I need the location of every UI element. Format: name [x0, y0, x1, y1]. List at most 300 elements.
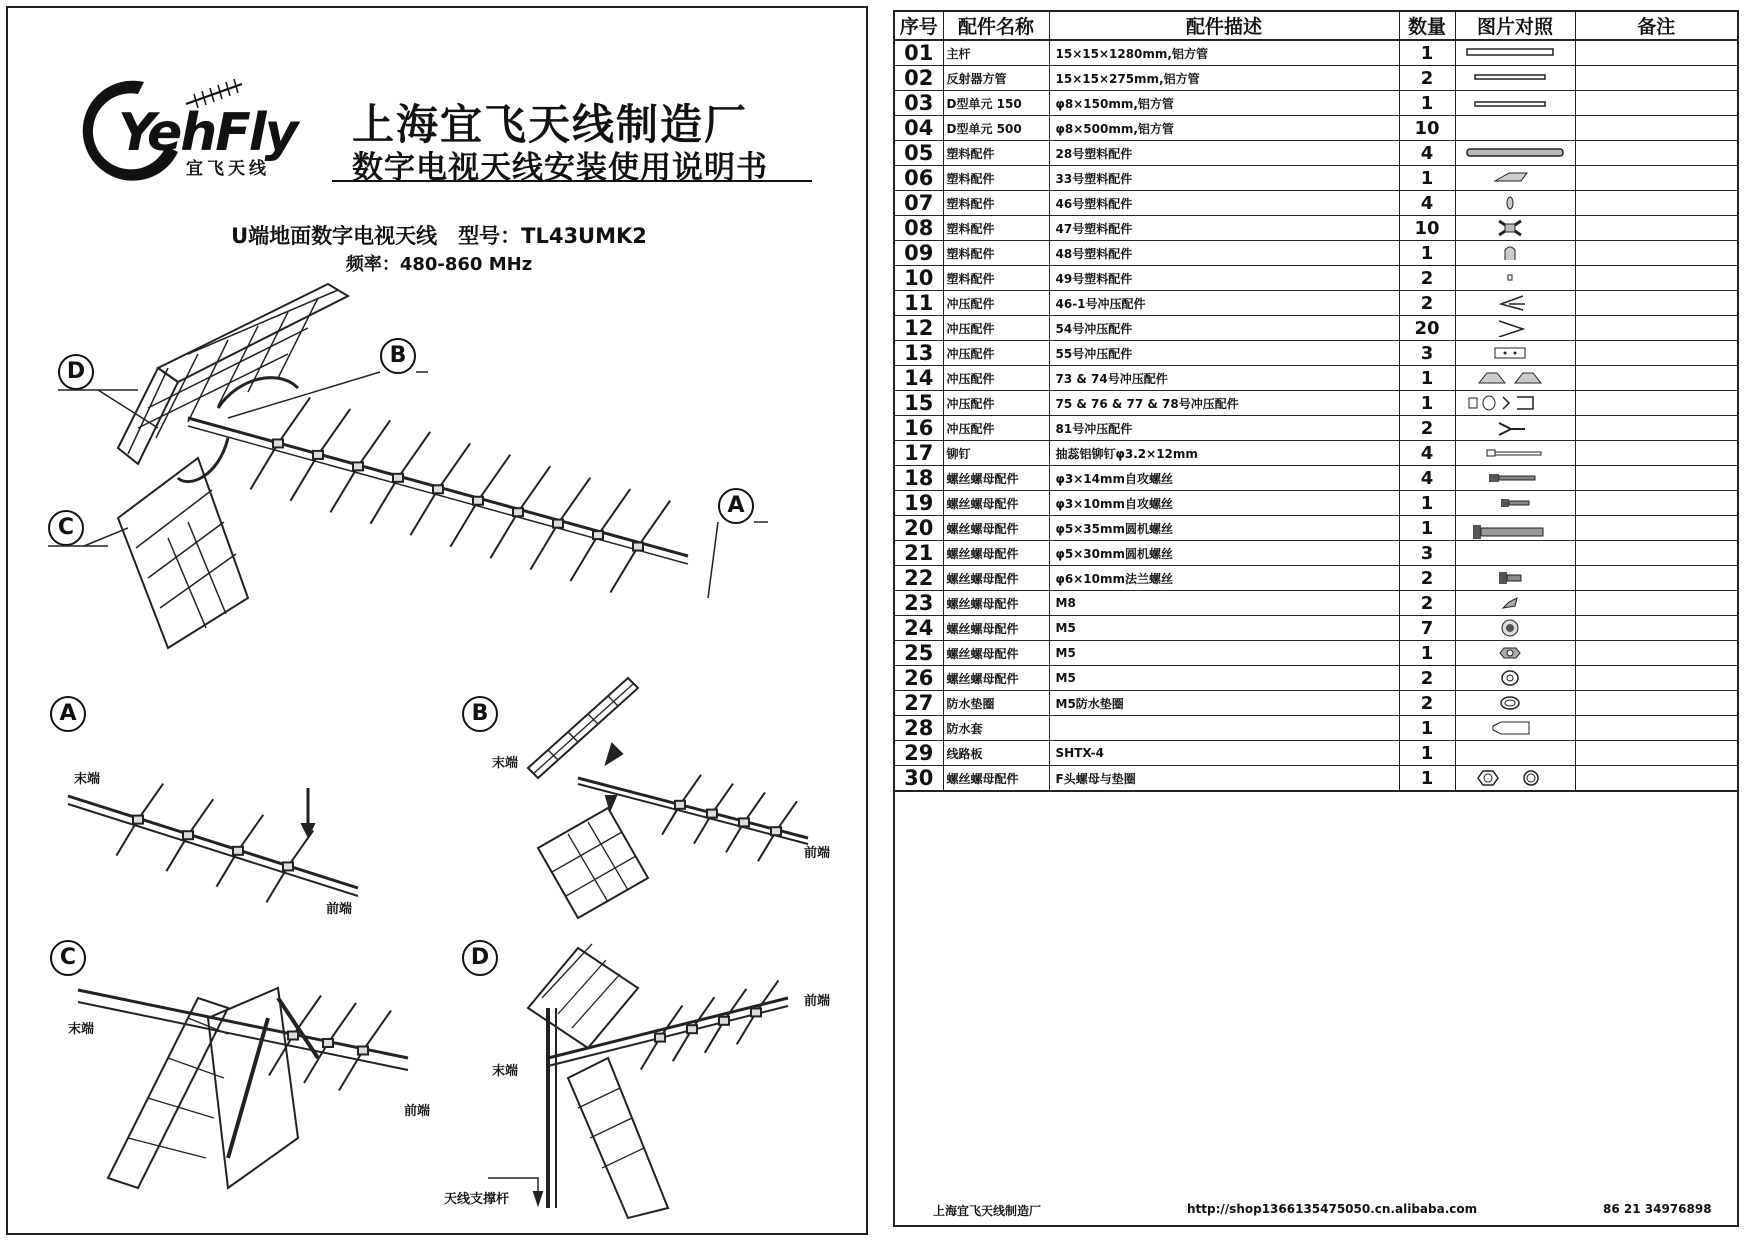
parts-row [895, 641, 1737, 666]
part-remarks [1575, 666, 1737, 691]
detail-c-rear-label: 末端 [68, 1022, 95, 1037]
detail-d-callout: D [462, 940, 498, 976]
plate-icon [1465, 344, 1565, 362]
part-picture [1455, 716, 1575, 741]
part-number: 20 [895, 516, 943, 541]
part-remarks [1575, 166, 1737, 191]
part-picture [1455, 366, 1575, 391]
parts-row [895, 91, 1737, 116]
part-picture [1455, 316, 1575, 341]
detail-d-drawing [508, 948, 831, 1218]
part-quantity: 1 [1399, 716, 1455, 741]
part-quantity: 1 [1399, 40, 1455, 66]
part-number: 30 [895, 766, 943, 792]
part-name: 螺丝螺母配件 [943, 591, 1049, 616]
part-quantity: 2 [1399, 591, 1455, 616]
part-quantity: 1 [1399, 366, 1455, 391]
part-remarks [1575, 91, 1737, 116]
part-remarks [1575, 266, 1737, 291]
part-picture [1455, 766, 1575, 792]
part-name: 塑料配件 [943, 166, 1049, 191]
part-number: 26 [895, 666, 943, 691]
part-remarks [1575, 241, 1737, 266]
footer-url: http://shop1366135475050.cn.alibaba.com [1187, 1202, 1478, 1216]
part-number: 01 [895, 40, 943, 66]
part-name: 铆钉 [943, 441, 1049, 466]
director-clip [283, 862, 293, 870]
part-name: 冲压配件 [943, 366, 1049, 391]
f-nut-washer-icon [1465, 769, 1565, 787]
part-description: M5防水垫圈 [1049, 691, 1399, 716]
clamp-set-icon [1465, 394, 1565, 412]
col-header-desc: 配件描述 [1049, 12, 1399, 40]
part-name: 螺丝螺母配件 [943, 541, 1049, 566]
director-clip [183, 831, 193, 839]
part-quantity: 3 [1399, 541, 1455, 566]
part-remarks [1575, 516, 1737, 541]
col-header-name: 配件名称 [943, 12, 1049, 40]
part-description: 54号冲压配件 [1049, 316, 1399, 341]
part-number: 28 [895, 716, 943, 741]
parts-row [895, 166, 1737, 191]
part-picture [1455, 241, 1575, 266]
part-remarks [1575, 766, 1737, 792]
part-picture [1455, 641, 1575, 666]
parts-row [895, 666, 1737, 691]
callout-c: C [48, 510, 84, 546]
detail-d-front-label: 前端 [804, 994, 831, 1009]
parts-row [895, 491, 1737, 516]
part-quantity: 1 [1399, 391, 1455, 416]
director-clip [687, 1025, 697, 1033]
part-picture [1455, 116, 1575, 141]
logo-subtitle: 宜飞天线 [186, 159, 270, 179]
part-description: SHTX-4 [1049, 741, 1399, 766]
part-remarks [1575, 641, 1737, 666]
part-number: 09 [895, 241, 943, 266]
col-header-picture: 图片对照 [1455, 12, 1575, 40]
part-name: 冲压配件 [943, 416, 1049, 441]
parts-row [895, 541, 1737, 566]
part-description: 抽蕊铝铆钉φ3.2×12mm [1049, 441, 1399, 466]
director-clip [751, 1008, 761, 1016]
part-description: 81号冲压配件 [1049, 416, 1399, 441]
part-description: φ5×35mm圆机螺丝 [1049, 516, 1399, 541]
part-number: 07 [895, 191, 943, 216]
part-remarks [1575, 741, 1737, 766]
part-quantity: 1 [1399, 166, 1455, 191]
part-picture [1455, 266, 1575, 291]
part-quantity: 1 [1399, 766, 1455, 792]
detail-b-drawing [528, 668, 831, 928]
part-picture [1455, 416, 1575, 441]
plastic-cross-icon [1465, 219, 1565, 237]
director-clip [133, 816, 143, 824]
director-element [293, 996, 321, 1036]
plastic-square-icon [1465, 269, 1565, 287]
director-element [363, 1011, 391, 1051]
part-description: 73 & 74号冲压配件 [1049, 366, 1399, 391]
part-description: φ6×10mm法兰螺丝 [1049, 566, 1399, 591]
manual-title: 数字电视天线安装使用说明书 [352, 150, 768, 186]
part-name: 防水套 [943, 716, 1049, 741]
part-picture [1455, 741, 1575, 766]
parts-row [895, 341, 1737, 366]
part-name: 螺丝螺母配件 [943, 491, 1049, 516]
parts-row [895, 366, 1737, 391]
plastic-strip-icon [1465, 144, 1565, 162]
part-name: D型单元 150 [943, 91, 1049, 116]
parts-row [895, 591, 1737, 616]
part-description: 55号冲压配件 [1049, 341, 1399, 366]
parts-row [895, 291, 1737, 316]
detail-c-drawing [78, 958, 438, 1198]
col-header-remarks: 备注 [1575, 12, 1737, 40]
part-number: 21 [895, 541, 943, 566]
plastic-block-icon [1465, 169, 1565, 187]
part-name: 冲压配件 [943, 341, 1049, 366]
part-description: φ5×30mm圆机螺丝 [1049, 541, 1399, 566]
parts-row [895, 40, 1737, 66]
detail-b-front-label: 前端 [804, 846, 831, 861]
part-number: 05 [895, 141, 943, 166]
bar-long-icon [1465, 44, 1565, 62]
part-quantity: 2 [1399, 666, 1455, 691]
rivet-icon [1465, 444, 1565, 462]
parts-row [895, 391, 1737, 416]
part-remarks [1575, 691, 1737, 716]
part-remarks [1575, 591, 1737, 616]
part-quantity: 2 [1399, 416, 1455, 441]
part-name: 塑料配件 [943, 216, 1049, 241]
part-description: φ8×150mm,铝方管 [1049, 91, 1399, 116]
part-number: 27 [895, 691, 943, 716]
rod-icon [1465, 91, 1565, 116]
parts-list-page [893, 10, 1739, 1227]
part-description: 46号塑料配件 [1049, 191, 1399, 216]
part-quantity: 20 [1399, 316, 1455, 341]
part-description: 15×15×275mm,铝方管 [1049, 66, 1399, 91]
part-remarks [1575, 341, 1737, 366]
part-number: 10 [895, 266, 943, 291]
callout-d: D [58, 354, 94, 390]
assembly-instructions-page [6, 6, 868, 1235]
director-clip [358, 1047, 368, 1055]
part-remarks [1575, 316, 1737, 341]
flange-bolt-icon [1465, 569, 1565, 587]
part-description: 33号塑料配件 [1049, 166, 1399, 191]
director-clip [233, 847, 243, 855]
director-clip [323, 1039, 333, 1047]
part-number: 15 [895, 391, 943, 416]
director-element [266, 866, 288, 902]
part-number: 03 [895, 91, 943, 116]
part-name: 螺丝螺母配件 [943, 566, 1049, 591]
part-name: 螺丝螺母配件 [943, 766, 1049, 792]
part-name: 主杆 [943, 40, 1049, 66]
director-clip [288, 1032, 298, 1040]
detail-d-rear-label: 末端 [492, 1064, 519, 1079]
part-quantity: 1 [1399, 641, 1455, 666]
part-remarks [1575, 441, 1737, 466]
director-element [328, 1003, 356, 1043]
detail-a-drawing [68, 778, 368, 918]
detail-c-callout: C [50, 940, 86, 976]
product-title: U端地面数字电视天线 型号：TL43UMK2 [231, 224, 647, 248]
part-quantity: 4 [1399, 141, 1455, 166]
part-remarks [1575, 491, 1737, 516]
part-quantity: 1 [1399, 516, 1455, 541]
part-name: 线路板 [943, 741, 1049, 766]
part-quantity: 2 [1399, 566, 1455, 591]
part-quantity: 2 [1399, 691, 1455, 716]
part-description: 49号塑料配件 [1049, 266, 1399, 291]
hex-nut-icon [1465, 644, 1565, 662]
director-element [238, 815, 263, 851]
part-quantity: 2 [1399, 266, 1455, 291]
part-number: 24 [895, 616, 943, 641]
director-clip [771, 827, 781, 835]
company-name: 上海宜飞天线制造厂 [352, 100, 749, 149]
part-remarks [1575, 66, 1737, 91]
footer-phone: 86 21 34976898 [1603, 1202, 1712, 1216]
part-picture [1455, 91, 1575, 116]
part-description: 75 & 76 & 77 & 78号冲压配件 [1049, 391, 1399, 416]
parts-row [895, 241, 1737, 266]
part-name: 冲压配件 [943, 391, 1049, 416]
callout-a: A [718, 488, 754, 524]
parts-row [895, 66, 1737, 91]
part-name: 冲压配件 [943, 316, 1049, 341]
part-number: 18 [895, 466, 943, 491]
part-name: 螺丝螺母配件 [943, 641, 1049, 666]
parts-row [895, 741, 1737, 766]
detail-a-rear-label: 末端 [74, 772, 101, 787]
part-number: 06 [895, 166, 943, 191]
part-description: M5 [1049, 666, 1399, 691]
parts-table-header [895, 12, 1737, 40]
part-description: F头螺母与垫圈 [1049, 766, 1399, 792]
plastic-clip-icon [1465, 194, 1565, 212]
part-description: φ8×500mm,铝方管 [1049, 116, 1399, 141]
y-bracket-icon [1465, 419, 1565, 437]
screw-long-icon [1465, 469, 1565, 487]
director-element [116, 820, 138, 856]
parts-row [895, 266, 1737, 291]
part-name: 螺丝螺母配件 [943, 516, 1049, 541]
part-name: 反射器方管 [943, 66, 1049, 91]
director-element [288, 830, 313, 866]
part-number: 16 [895, 416, 943, 441]
part-quantity: 1 [1399, 91, 1455, 116]
product-frequency: 频率：480-860 MHz [345, 254, 533, 275]
part-remarks [1575, 541, 1737, 566]
part-number: 22 [895, 566, 943, 591]
part-picture [1455, 541, 1575, 566]
part-remarks [1575, 191, 1737, 216]
part-name: 冲压配件 [943, 291, 1049, 316]
part-picture [1455, 441, 1575, 466]
parts-row [895, 716, 1737, 741]
part-picture [1455, 40, 1575, 66]
part-name: 塑料配件 [943, 266, 1049, 291]
page-footer [895, 1202, 1737, 1222]
parts-row [895, 616, 1737, 641]
part-number: 23 [895, 591, 943, 616]
part-description: φ3×14mm自攻螺丝 [1049, 466, 1399, 491]
footer-company: 上海宜飞天线制造厂 [933, 1204, 1042, 1218]
part-remarks [1575, 416, 1737, 441]
part-remarks [1575, 566, 1737, 591]
director-clip [675, 801, 685, 809]
part-remarks [1575, 291, 1737, 316]
callout-leader-lines [8, 8, 870, 708]
part-picture [1455, 616, 1575, 641]
part-name: 防水垫圈 [943, 691, 1049, 716]
director-element [166, 835, 188, 871]
part-description: 15×15×1280mm,铝方管 [1049, 40, 1399, 66]
col-header-qty: 数量 [1399, 12, 1455, 40]
parts-row [895, 691, 1737, 716]
part-number: 17 [895, 441, 943, 466]
part-remarks [1575, 40, 1737, 66]
part-name: 螺丝螺母配件 [943, 616, 1049, 641]
flange-nut-icon [1465, 619, 1565, 637]
part-quantity: 10 [1399, 216, 1455, 241]
part-description: φ3×10mm自攻螺丝 [1049, 491, 1399, 516]
part-description: 47号塑料配件 [1049, 216, 1399, 241]
detail-b-rear-label: 末端 [492, 756, 519, 771]
part-picture [1455, 466, 1575, 491]
part-remarks [1575, 466, 1737, 491]
director-element [216, 851, 238, 887]
chevron-bracket-icon [1465, 319, 1565, 337]
part-description [1049, 716, 1399, 741]
detail-c-front-label: 前端 [404, 1104, 431, 1119]
part-picture [1455, 216, 1575, 241]
part-name: 螺丝螺母配件 [943, 666, 1049, 691]
part-name: 螺丝螺母配件 [943, 466, 1049, 491]
callout-b: B [380, 338, 416, 374]
machine-screw-icon [1465, 516, 1565, 541]
part-number: 08 [895, 216, 943, 241]
part-name: D型单元 500 [943, 116, 1049, 141]
detail-b-callout: B [462, 696, 498, 732]
wing-nut-icon [1465, 594, 1565, 612]
part-name: 塑料配件 [943, 241, 1049, 266]
director-element [138, 784, 163, 820]
parts-row [895, 216, 1737, 241]
bar-medium-icon [1465, 69, 1565, 87]
part-picture [1455, 341, 1575, 366]
parts-row [895, 191, 1737, 216]
part-remarks [1575, 391, 1737, 416]
part-quantity: 10 [1399, 116, 1455, 141]
part-remarks [1575, 616, 1737, 641]
logo-wordmark: YehFly [118, 103, 297, 163]
part-quantity: 4 [1399, 441, 1455, 466]
part-description: M5 [1049, 616, 1399, 641]
part-number: 04 [895, 116, 943, 141]
parts-row [895, 116, 1737, 141]
parts-row [895, 441, 1737, 466]
part-number: 12 [895, 316, 943, 341]
part-quantity: 2 [1399, 291, 1455, 316]
part-picture [1455, 291, 1575, 316]
part-description: M8 [1049, 591, 1399, 616]
part-quantity: 2 [1399, 66, 1455, 91]
part-picture [1455, 141, 1575, 166]
parts-row [895, 566, 1737, 591]
part-quantity: 1 [1399, 491, 1455, 516]
parts-row [895, 141, 1737, 166]
detail-a-front-label: 前端 [326, 902, 353, 917]
part-quantity: 1 [1399, 741, 1455, 766]
part-picture [1455, 666, 1575, 691]
director-clip [707, 810, 717, 818]
parts-row [895, 316, 1737, 341]
part-picture [1455, 66, 1575, 91]
clamp-pair-icon [1465, 369, 1565, 387]
director-clip [719, 1017, 729, 1025]
part-number: 02 [895, 66, 943, 91]
parts-row [895, 766, 1737, 792]
bracket-v-icon [1465, 294, 1565, 312]
part-quantity: 1 [1399, 241, 1455, 266]
plastic-cap-icon [1465, 244, 1565, 262]
part-remarks [1575, 216, 1737, 241]
seal-ring-icon [1465, 694, 1565, 712]
part-picture [1455, 391, 1575, 416]
part-remarks [1575, 141, 1737, 166]
part-picture [1455, 691, 1575, 716]
part-number: 11 [895, 291, 943, 316]
part-remarks [1575, 116, 1737, 141]
screw-short-icon [1465, 494, 1565, 512]
director-clip [655, 1034, 665, 1042]
part-description: 48号塑料配件 [1049, 241, 1399, 266]
part-picture [1455, 591, 1575, 616]
part-number: 29 [895, 741, 943, 766]
part-number: 14 [895, 366, 943, 391]
part-picture [1455, 566, 1575, 591]
part-picture [1455, 516, 1575, 541]
support-pole-label: 天线支撑杆 [444, 1192, 510, 1207]
part-picture [1455, 491, 1575, 516]
col-header-no: 序号 [895, 12, 943, 40]
part-description: 28号塑料配件 [1049, 141, 1399, 166]
part-quantity: 4 [1399, 466, 1455, 491]
parts-table [895, 12, 1737, 792]
detail-a-callout: A [50, 696, 86, 732]
part-number: 25 [895, 641, 943, 666]
part-picture [1455, 166, 1575, 191]
parts-row [895, 466, 1737, 491]
part-quantity: 3 [1399, 341, 1455, 366]
boot-icon [1465, 719, 1565, 737]
part-description: M5 [1049, 641, 1399, 666]
part-number: 19 [895, 491, 943, 516]
part-number: 13 [895, 341, 943, 366]
parts-row [895, 416, 1737, 441]
part-quantity: 7 [1399, 616, 1455, 641]
part-quantity: 4 [1399, 191, 1455, 216]
director-element [188, 799, 213, 835]
part-name: 塑料配件 [943, 141, 1049, 166]
part-remarks [1575, 366, 1737, 391]
part-remarks [1575, 716, 1737, 741]
part-picture [1455, 191, 1575, 216]
